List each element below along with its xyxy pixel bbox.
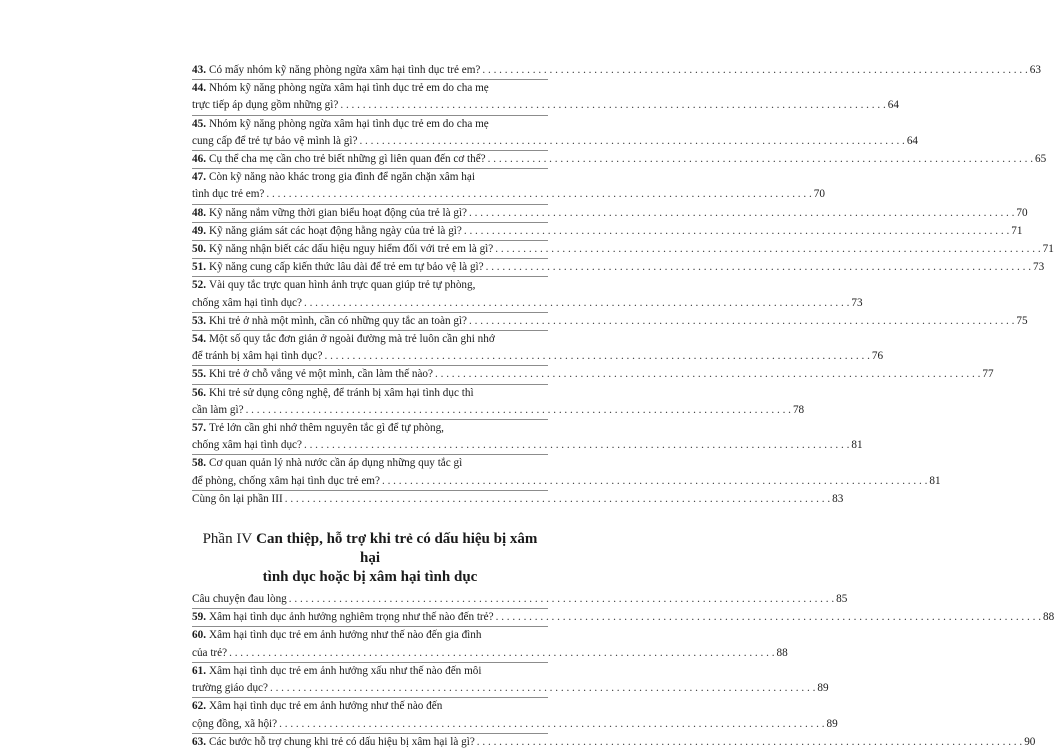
toc-page-number: 85 [836, 593, 848, 606]
dot-leader [475, 734, 1022, 751]
toc-entry-text: cộng đồng, xã hội? [192, 717, 278, 730]
toc-page-number: 71 [1011, 224, 1023, 237]
toc-entry-text: Kỹ năng cung cấp kiến thức lâu dài để trẻ em tự bảo vệ là gì? [208, 261, 484, 274]
toc-entry [192, 258, 1045, 276]
toc-page-number: 65 [1035, 153, 1047, 166]
toc-page-number: 71 [1042, 243, 1054, 256]
toc-entry-text: Nhóm kỹ năng phòng ngừa xâm hại tình dục trẻ em do cha mẹ [208, 117, 489, 130]
toc-page-number: 81 [929, 474, 941, 487]
toc-entry [192, 150, 1047, 168]
toc-entry-text: tình dục trẻ em? [192, 188, 265, 201]
toc-entry-number: 43. [192, 64, 206, 76]
toc-entry-text: Khi trẻ ở nhà một mình, cần có những quy tắc an toàn gì? [208, 314, 468, 327]
toc-entry-line [192, 716, 838, 733]
toc-entry-text: Có mấy nhóm kỹ năng phòng ngừa xâm hại tình dục trẻ em? [208, 64, 481, 76]
toc-page-number: 88 [776, 646, 788, 659]
toc-entry-number: 61. [192, 664, 206, 677]
toc-entry-line [192, 116, 548, 133]
toc-page-number: 81 [851, 439, 863, 452]
toc-entry-line [192, 591, 848, 608]
toc-entry [192, 384, 805, 419]
toc-entry-line [192, 205, 1028, 222]
toc-entry-text: Xâm hại tình dục trẻ em ảnh hưởng như thế nào đến gia đình [208, 629, 482, 642]
toc-entry-line [192, 437, 863, 454]
toc-entry-text: Vài quy tắc trực quan hình ảnh trực quan giúp trẻ tự phòng, [208, 279, 476, 292]
toc-entry-text: của trẻ? [192, 646, 228, 659]
toc-entry [192, 626, 788, 661]
dot-leader [302, 295, 849, 312]
toc-entry-text: Xâm hại tình dục trẻ em ảnh hưởng xấu như thế nào đến môi [208, 664, 482, 677]
toc-entry-line [192, 402, 805, 419]
toc-page-number: 76 [871, 350, 884, 363]
dot-leader [287, 591, 834, 608]
toc-entry-line [192, 491, 844, 508]
toc-entry-text: Trẻ lớn cần ghi nhớ thêm nguyên tắc gì để tự phòng, [208, 422, 444, 435]
section-title-line2: tình dục hoặc bị xâm hại tình dục [262, 569, 478, 586]
toc-entry-line [192, 169, 548, 186]
toc-page-number: 70 [1016, 206, 1028, 219]
toc-entry-line [192, 698, 548, 715]
toc-entry [192, 115, 919, 150]
toc-entry-text: Câu chuyện đau lòng [192, 593, 287, 606]
toc-page-number: 75 [1016, 314, 1028, 327]
toc-entry-number: 58. [192, 457, 206, 470]
toc-entry-text: Xâm hại tình dục trẻ em ảnh hưởng như thế nào đến [208, 700, 443, 713]
toc-entry-text: Xâm hại tình dục ảnh hưởng nghiêm trọng như thế nào đến trẻ? [208, 611, 494, 624]
dot-leader [322, 348, 869, 365]
toc-entry [192, 62, 1041, 79]
toc-entry-line [192, 313, 1028, 330]
toc-entry [192, 79, 899, 114]
toc-entry-line [192, 385, 548, 402]
toc-entry-number: 57. [192, 422, 206, 435]
toc-list-part-3 [192, 62, 1054, 508]
dot-leader [357, 133, 904, 150]
toc-entry-number: 44. [192, 82, 206, 95]
dot-leader [283, 491, 830, 508]
toc-entry-text: Khi trẻ ở chỗ vắng vẻ một mình, cần làm thế nào? [208, 368, 433, 381]
toc-page-number: 78 [792, 403, 805, 416]
toc-page-number: 64 [906, 134, 919, 147]
toc-entry-line [192, 645, 788, 662]
toc-entry-text: trường giáo dục? [192, 682, 268, 695]
toc-entry-line [192, 366, 994, 383]
toc-entry-number: 52. [192, 279, 206, 292]
toc-entry-line [192, 241, 1054, 258]
toc-entry-number: 48. [192, 206, 206, 219]
toc-entry-text: để tránh bị xâm hại tình dục? [192, 350, 323, 363]
toc-entry-number: 59. [192, 611, 206, 624]
toc-entry [192, 608, 1054, 626]
toc-entry-number: 46. [192, 153, 206, 166]
dot-leader [338, 97, 885, 114]
dot-leader [494, 609, 1041, 626]
toc-entry-line [192, 680, 829, 697]
dot-leader [433, 366, 980, 383]
toc-entry-text: cung cấp để trẻ tự bảo vệ mình là gì? [192, 134, 358, 147]
toc-entry-text: để phòng, chống xâm hại tình dục trẻ em? [192, 474, 380, 487]
toc-entry-text: Cùng ôn lại phần III [192, 492, 283, 505]
toc-page-number: 77 [982, 368, 994, 381]
dot-leader [462, 223, 1009, 240]
dot-leader [467, 205, 1014, 222]
toc-entry [192, 312, 1028, 330]
toc-entry-text: trực tiếp áp dụng gồm những gì? [192, 99, 339, 112]
toc-entry [192, 697, 838, 732]
toc-entry [192, 662, 829, 697]
dot-leader [484, 259, 1031, 276]
toc-entry [192, 240, 1054, 258]
toc-entry [192, 490, 844, 508]
toc-entry [192, 454, 941, 489]
dot-leader [467, 313, 1014, 330]
toc-entry-line [192, 80, 548, 97]
dot-leader [486, 151, 1033, 168]
toc-entry [192, 222, 1023, 240]
toc-page-number: 89 [826, 717, 838, 730]
toc-entry-line [192, 663, 548, 680]
toc-entry [192, 365, 994, 383]
toc-entry-line [192, 609, 1054, 626]
toc-entry-line [192, 295, 863, 312]
toc-entry-line [192, 62, 1041, 79]
toc-entry-line [192, 331, 548, 348]
toc-page-number: 70 [813, 188, 825, 201]
toc-entry-number: 53. [192, 314, 206, 327]
toc-entry-line [192, 348, 884, 365]
toc-entry-line [192, 420, 548, 437]
toc-entry-text: Khi trẻ sử dụng công nghệ, để tránh bị xâm hại tình dục thì [208, 386, 474, 399]
toc-entry-text: Cơ quan quản lý nhà nước cần áp dụng những quy tắc gì [208, 457, 463, 470]
dot-leader [264, 186, 811, 203]
toc-entry-line [192, 133, 919, 150]
toc-page-number: 73 [1033, 261, 1045, 274]
toc-entry-line [192, 455, 548, 472]
dot-leader [380, 473, 927, 490]
dot-leader [480, 62, 1027, 79]
toc-entry-text: Các bước hỗ trợ chung khi trẻ có dấu hiệu bị xâm hại là gì? [208, 735, 475, 748]
toc-page-number: 90 [1024, 735, 1036, 748]
toc-entry [192, 330, 884, 365]
dot-leader [493, 241, 1040, 258]
toc-entry-number: 56. [192, 386, 206, 399]
toc-entry [192, 168, 825, 203]
section-heading [192, 530, 548, 587]
toc-entry-line [192, 734, 1036, 751]
dot-leader [268, 680, 815, 697]
toc-entry-text: Một số quy tắc đơn giản ở ngoài đường mà trẻ luôn cần ghi nhớ [208, 333, 495, 346]
dot-leader [277, 716, 824, 733]
toc-entry-number: 49. [192, 224, 206, 237]
toc-entry-line [192, 151, 1047, 168]
toc-entry-number: 50. [192, 243, 206, 256]
toc-page-number: 63 [1029, 64, 1041, 76]
dot-leader [227, 645, 774, 662]
toc-entry [192, 419, 863, 454]
toc-entry-text: Kỹ năng giám sát các hoạt động hằng ngày của trẻ là gì? [208, 224, 462, 237]
toc-entry [192, 204, 1028, 222]
table-of-contents [192, 62, 1054, 751]
toc-page-number: 89 [817, 682, 829, 695]
toc-list-part-4 [192, 591, 1054, 751]
toc-entry-text: chống xâm hại tình dục? [192, 439, 302, 452]
toc-entry-line [192, 259, 1045, 276]
toc-page-number: 73 [851, 296, 863, 309]
toc-page-number: 88 [1042, 611, 1054, 624]
toc-entry-line [192, 186, 825, 203]
toc-entry [192, 733, 1036, 751]
toc-entry-text: chống xâm hại tình dục? [192, 296, 302, 309]
toc-entry-line [192, 97, 899, 114]
section-label: Phần IV [202, 531, 253, 548]
toc-entry [192, 591, 848, 608]
toc-entry-text: Kỹ năng nắm vững thời gian biểu hoạt động của trẻ là gì? [208, 206, 468, 219]
toc-entry-text: cần làm gì? [192, 403, 244, 416]
toc-entry-text: Kỹ năng nhận biết các dấu hiệu nguy hiểm đối với trẻ em là gì? [208, 243, 494, 256]
toc-entry-number: 45. [192, 117, 206, 130]
toc-entry-number: 60. [192, 629, 206, 642]
toc-entry-text: Cụ thể cha mẹ cần cho trẻ biết những gì liên quan đến cơ thể? [208, 153, 486, 166]
dot-leader [302, 437, 849, 454]
toc-entry-text: Nhóm kỹ năng phòng ngừa xâm hại tình dục trẻ em do cha mẹ [208, 82, 489, 95]
toc-entry-line [192, 223, 1023, 240]
toc-entry-number: 62. [192, 700, 206, 713]
toc-entry-number: 47. [192, 171, 206, 184]
toc-entry-number: 55. [192, 368, 206, 381]
toc-entry-number: 51. [192, 261, 206, 274]
toc-entry-line [192, 627, 548, 644]
toc-page-number: 64 [887, 99, 899, 112]
toc-entry-number: 63. [192, 735, 206, 748]
toc-entry-line [192, 473, 941, 490]
section-title-line1: Can thiệp, hỗ trợ khi trẻ có dấu hiệu bị xâm hại [256, 531, 538, 567]
toc-entry-line [192, 277, 548, 294]
dot-leader [244, 402, 791, 419]
toc-page-number: 83 [832, 492, 844, 505]
toc-entry-number: 54. [192, 333, 206, 346]
toc-entry-text: Còn kỹ năng nào khác trong gia đình để ngăn chặn xâm hại [208, 171, 475, 184]
toc-entry [192, 276, 863, 311]
